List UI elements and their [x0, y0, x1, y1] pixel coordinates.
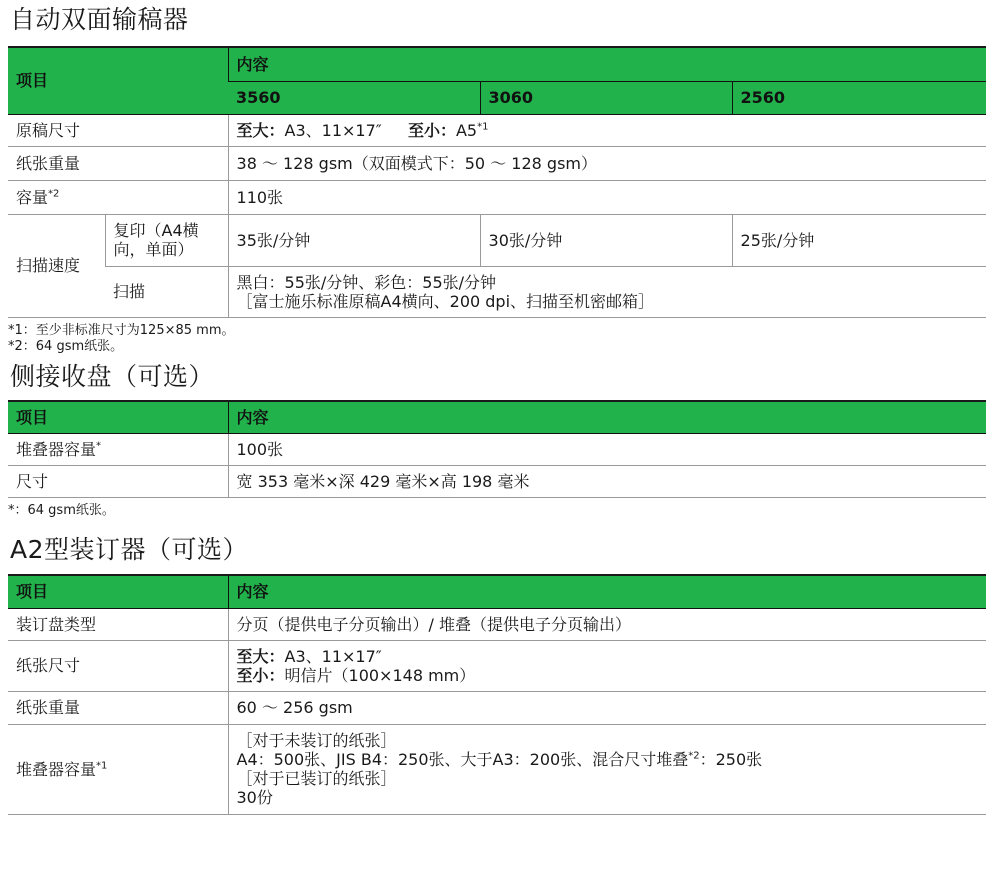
- row-label: 堆叠器容量$^{*1}$: [8, 724, 228, 814]
- row-value: 至大：A3、11×17″ 至小：明信片（100×148 mm）: [228, 640, 986, 691]
- row-label: 原稿尺寸: [8, 114, 228, 146]
- row-value: 110张: [228, 180, 986, 214]
- spec-table: [8, 400, 986, 499]
- model-2560: 2560: [732, 81, 986, 114]
- sub-label: 复印（A4横向，单面）: [105, 214, 228, 266]
- header-item: 项目: [8, 401, 228, 434]
- row-label: 尺寸: [8, 466, 228, 498]
- section-finisher-a2: [8, 530, 986, 815]
- footnotes: *1：至少非标准尺寸为125×85 mm。 *2：64 gsm纸张。: [8, 322, 235, 354]
- row-label: 堆叠器容量*: [8, 434, 228, 466]
- spec-table: [8, 574, 986, 815]
- section-title: A2型装订器（可选）: [10, 535, 249, 564]
- model-3560: 3560: [228, 81, 480, 114]
- row-value: 宽 353 毫米×深 429 毫米×高 198 毫米: [228, 466, 986, 498]
- spec-page: [8, 0, 986, 815]
- header-content: 内容: [228, 401, 986, 434]
- row-value: 38 ～ 128 gsm（双面模式下：50 ～ 128 gsm）: [228, 146, 986, 180]
- spec-table: [8, 46, 986, 318]
- row-value: 至大：A3、11×17″ 至小：A5$^{*1}$: [228, 114, 986, 146]
- section-side-tray: [8, 358, 986, 531]
- section-title: 侧接收盘（可选）: [10, 361, 215, 391]
- header-content: 内容: [228, 47, 986, 81]
- header-item: 项目: [8, 47, 228, 114]
- model-3060: 3060: [480, 81, 732, 114]
- row-label: 纸张尺寸: [8, 640, 228, 691]
- row-label: 纸张重量: [8, 691, 228, 724]
- header-content: 内容: [228, 575, 986, 608]
- row-value: 分页（提供电子分页输出）/ 堆叠（提供电子分页输出）: [228, 608, 986, 640]
- header-item: 项目: [8, 575, 228, 608]
- row-value: 60 ～ 256 gsm: [228, 691, 986, 724]
- speed-3560: 35张/分钟: [228, 214, 480, 266]
- row-value: 黑白：55张/分钟、彩色：55张/分钟 ［富士施乐标准原稿A4横向、200 dpi、扫描至机密邮箱］: [228, 266, 986, 317]
- row-label: 容量$^{*2}$: [8, 180, 228, 214]
- row-value: ［对于未装订的纸张］ A4：500张、JIS B4：250张、大于A3：200张、混合尺寸堆叠$^{*2}$：250张 ［对于已装订的纸张］ 30份: [228, 724, 986, 814]
- section-title: 自动双面输稿器: [10, 5, 189, 34]
- footnotes: *：64 gsm纸张。: [8, 503, 115, 518]
- speed-3060: 30张/分钟: [480, 214, 732, 266]
- row-value: 100张: [228, 434, 986, 466]
- row-label: 纸张重量: [8, 146, 228, 180]
- sub-label: 扫描: [105, 266, 228, 317]
- row-label: 装订盘类型: [8, 608, 228, 640]
- speed-2560: 25张/分钟: [732, 214, 986, 266]
- section-auto-duplex-feeder: [8, 0, 986, 358]
- row-label: 扫描速度: [8, 214, 105, 317]
